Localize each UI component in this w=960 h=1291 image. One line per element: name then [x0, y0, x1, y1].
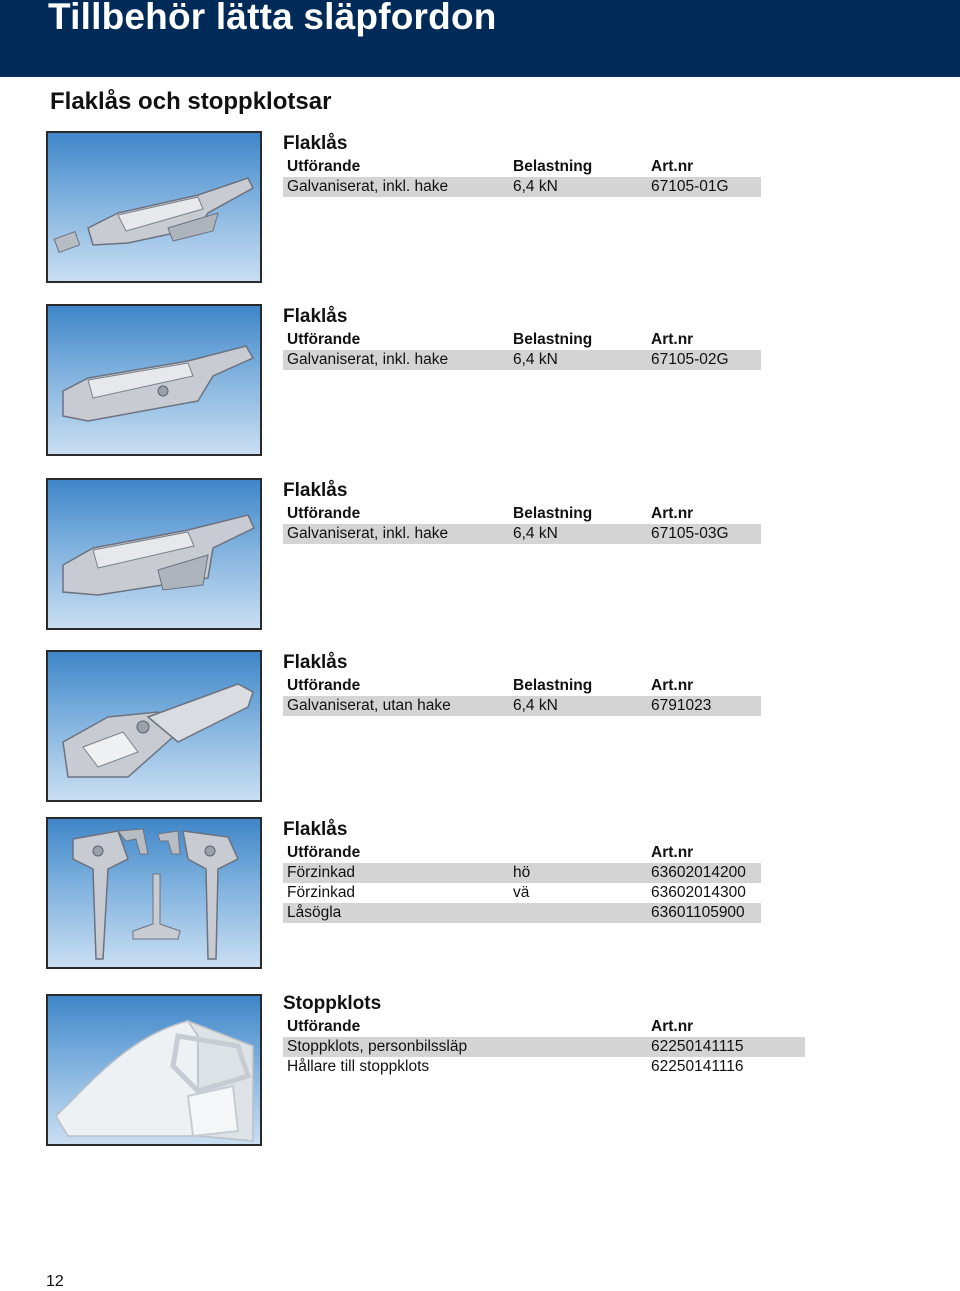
cell-variant: Hållare till stoppklots: [287, 1058, 430, 1075]
cell-load: 6,4 kN: [509, 177, 647, 197]
table-row: [283, 903, 761, 923]
wheel-chock-photo-icon: [46, 994, 262, 1146]
table-row: [283, 696, 761, 716]
product-title: Stoppklots: [283, 993, 382, 1014]
column-header: Belastning: [513, 505, 593, 522]
column-header: Art.nr: [651, 1018, 694, 1035]
cell-art-nr: 62250141116: [651, 1058, 744, 1075]
product-title: Flaklås: [283, 652, 348, 673]
section-title: Flaklås och stoppklotsar: [50, 88, 332, 115]
column-header: Utförande: [287, 844, 361, 861]
cell-side: [509, 903, 647, 923]
column-header: Art.nr: [651, 158, 694, 175]
cell-load: 6,4 kN: [509, 350, 647, 370]
page-number: 12: [46, 1273, 64, 1290]
cell-variant: Galvaniserat, utan hake: [283, 696, 509, 716]
table-row: [283, 863, 761, 883]
column-header: Belastning: [513, 331, 593, 348]
column-header: Utförande: [287, 505, 361, 522]
latch-photo-icon: [46, 478, 262, 630]
cell-variant: Galvaniserat, inkl. hake: [283, 524, 509, 544]
column-header: Utförande: [287, 677, 361, 694]
cell-variant: Stoppklots, personbilssläp: [283, 1037, 647, 1057]
table-row: [283, 177, 761, 197]
product-title: Flaklås: [283, 306, 348, 327]
latch-photo-icon: [46, 131, 262, 283]
latch-photo-icon: [46, 304, 262, 456]
product-title: Flaklås: [283, 133, 348, 154]
column-header: [509, 843, 647, 863]
product-title: Flaklås: [283, 480, 348, 501]
column-header: Art.nr: [651, 677, 694, 694]
table-row: [283, 1037, 805, 1057]
column-header: Belastning: [513, 677, 593, 694]
cell-art-nr: 67105-01G: [647, 177, 761, 197]
cell-variant: Galvaniserat, inkl. hake: [283, 177, 509, 197]
latch-photo-icon: [46, 650, 262, 802]
product-table: [283, 1017, 805, 1077]
cell-load: 6,4 kN: [509, 696, 647, 716]
table-row: [283, 883, 761, 903]
table-header-row: [283, 157, 761, 177]
column-header: Utförande: [287, 331, 361, 348]
cell-art-nr: 63602014200: [647, 863, 761, 883]
table-row: [283, 1057, 805, 1077]
table-header-row: [283, 1017, 805, 1037]
column-header: Utförande: [287, 1018, 361, 1035]
cell-load: 6,4 kN: [509, 524, 647, 544]
cell-art-nr: 63602014300: [651, 884, 746, 901]
table-header-row: [283, 330, 761, 350]
page-header: [0, 0, 960, 77]
column-header: Art.nr: [651, 331, 694, 348]
latch-set-photo-icon: [46, 817, 262, 969]
cell-side: hö: [509, 863, 647, 883]
table-header-row: [283, 843, 761, 863]
column-header: Utförande: [287, 158, 361, 175]
column-header: Art.nr: [651, 844, 694, 861]
table-row: [283, 350, 761, 370]
column-header: Art.nr: [651, 505, 694, 522]
page-title: Tillbehör lätta släpfordon: [48, 0, 497, 37]
cell-variant: Förzinkad: [287, 884, 356, 901]
product-table: [283, 504, 761, 544]
column-header: Belastning: [513, 158, 593, 175]
cell-variant: Låsögla: [283, 903, 509, 923]
product-title: Flaklås: [283, 819, 348, 840]
cell-art-nr: 63601105900: [647, 903, 761, 923]
cell-variant: Förzinkad: [283, 863, 509, 883]
cell-art-nr: 6791023: [647, 696, 761, 716]
table-header-row: [283, 676, 761, 696]
cell-art-nr: 67105-02G: [647, 350, 761, 370]
cell-art-nr: 67105-03G: [647, 524, 761, 544]
product-table: [283, 843, 761, 923]
table-header-row: [283, 504, 761, 524]
cell-side: vä: [513, 884, 530, 901]
cell-variant: Galvaniserat, inkl. hake: [283, 350, 509, 370]
cell-art-nr: 62250141115: [647, 1037, 805, 1057]
product-table: [283, 676, 761, 716]
product-table: [283, 330, 761, 370]
table-row: [283, 524, 761, 544]
product-table: [283, 157, 761, 197]
